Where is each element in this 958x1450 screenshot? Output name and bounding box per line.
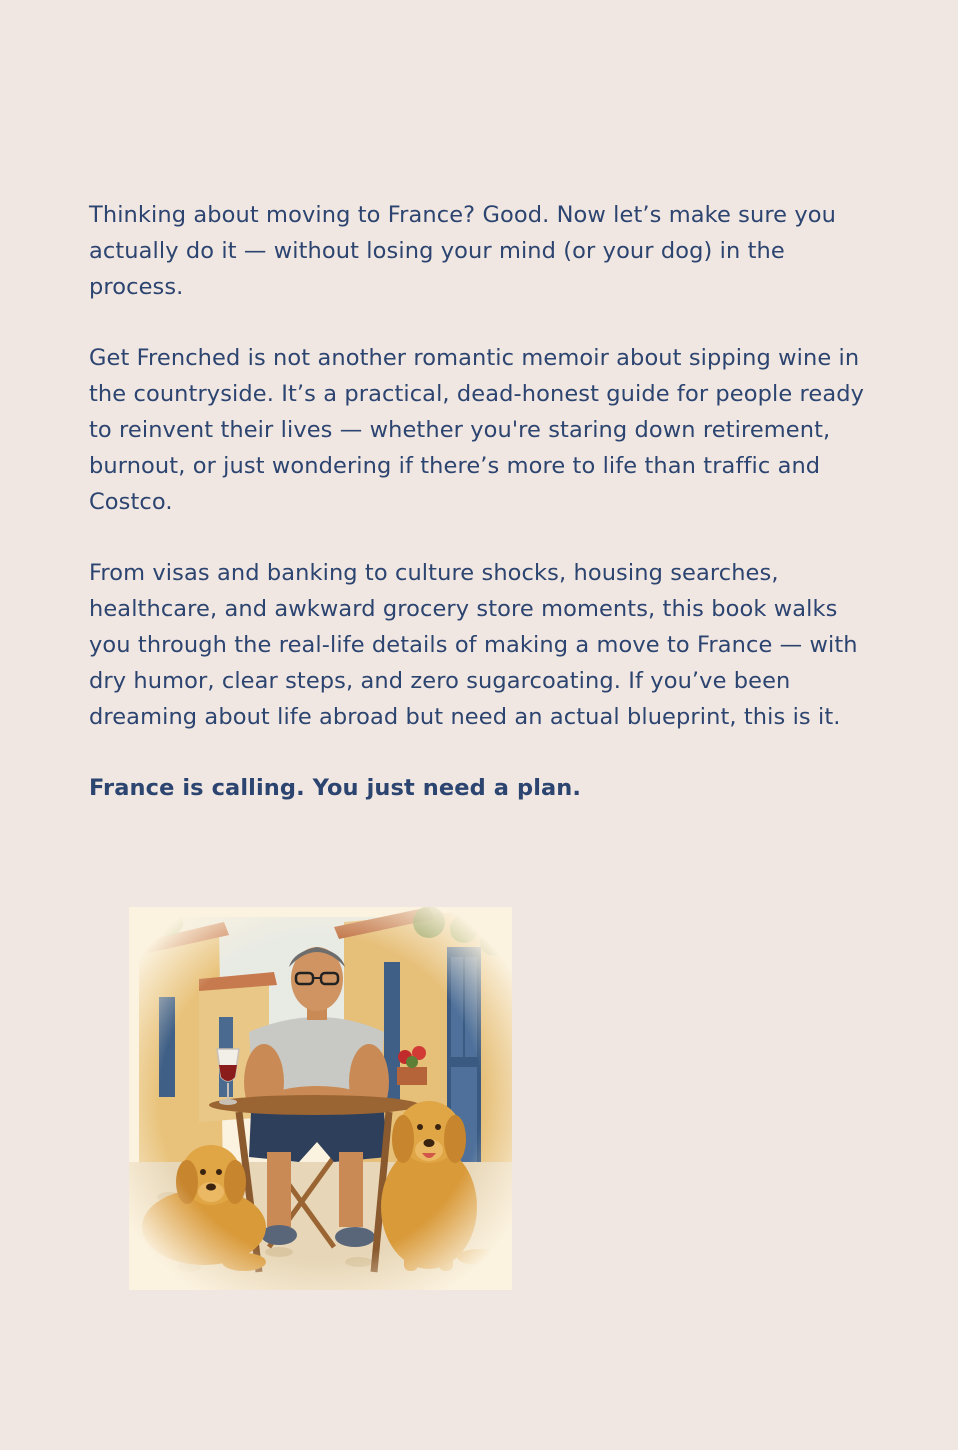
blurb-tagline: France is calling. You just need a plan. (89, 775, 582, 801)
blurb-paragraph-3: From visas and banking to culture shocks, housing searches, healthcare, and awkward grocery store moments, this book walks you through the real-life details of making a move to France — with dry humor, clear steps, and zero sugarcoating. If you’ve been dreaming about life abroad but need an actual blueprint, this is it. (89, 560, 858, 730)
illustration-image (129, 907, 512, 1290)
blurb-paragraph-2: Get Frenched is not another romantic memoir about sipping wine in the countryside. It’s a practical, dead-honest guide for people ready to reinvent their lives — whether you're staring down retirement, burnout, or just wondering if there’s more to life than traffic and Costco. (89, 345, 865, 515)
book-blurb (89, 197, 879, 806)
author-illustration (129, 907, 512, 1290)
blurb-paragraph-1: Thinking about moving to France? Good. Now let’s make sure you actually do it — without losing your mind (or your dog) in the process. (89, 202, 837, 300)
